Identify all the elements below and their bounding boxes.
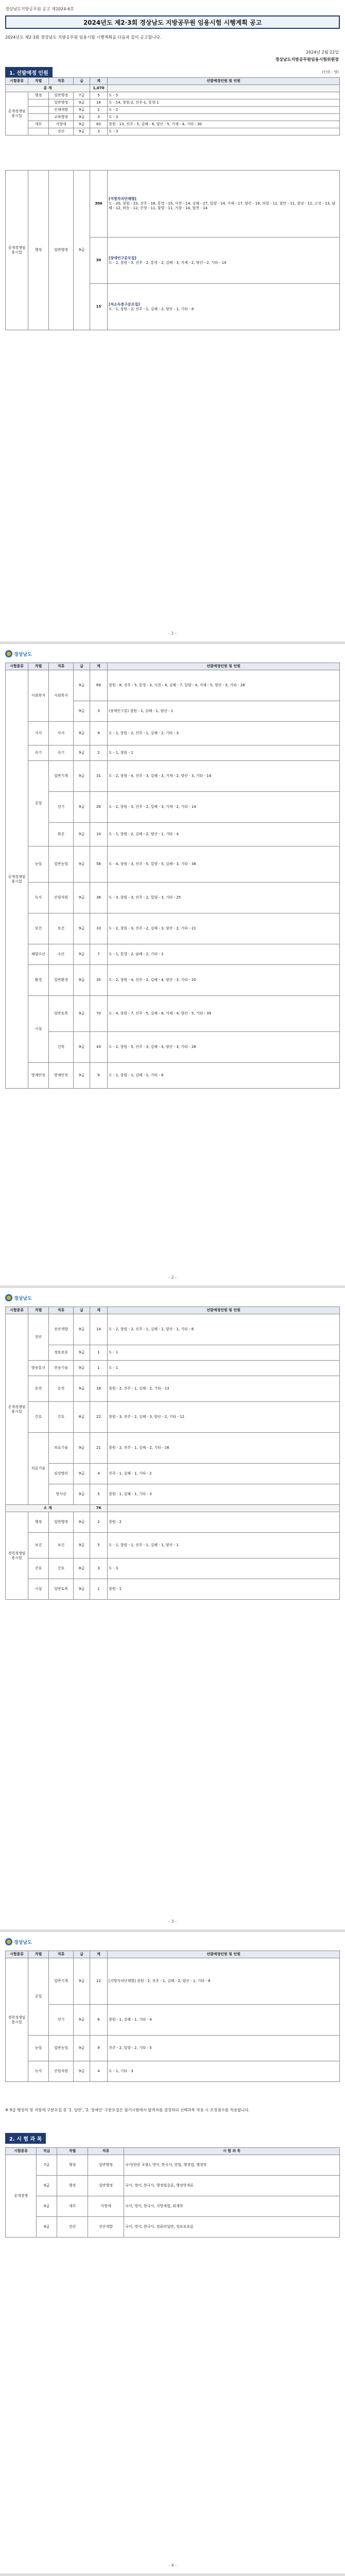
subject-class: 일반행정 — [88, 2176, 124, 2196]
row-detail: 도 - 4, 창원 - 3, 진주 - 5, 밀양 - 5, 김해 - 3, 기타 - 38 — [108, 846, 340, 883]
subject-grade: 9급 — [37, 2196, 57, 2217]
detail-text: 도 - 2, 창원 - 3, 진주 - 2, 통영 - 2, 김해 - 3, 거제 - 2, 양산 - 2, 기타 - 14 — [109, 260, 227, 265]
row-series: 농업 — [28, 2036, 49, 2061]
row-series — [28, 128, 49, 135]
row-grade: 8급 — [74, 1558, 90, 1579]
row-detail — [108, 238, 340, 284]
total-label: 총 계 — [6, 85, 90, 92]
row-class: 전송기술 — [49, 1361, 74, 1376]
row-grade: 9급 — [74, 1958, 90, 2005]
subject-class: 일반행정 — [88, 2155, 124, 2176]
row-series: 환경 — [28, 965, 49, 996]
header-exam-type: 시험종류 — [6, 1307, 28, 1314]
page-number: - 2 - — [168, 1275, 177, 1280]
row-total: 4 — [90, 2061, 108, 2082]
row-total: 3 — [90, 128, 108, 135]
row-grade: 9급 — [74, 1512, 90, 1533]
row-grade: 9급 — [74, 944, 90, 965]
logo-icon — [5, 650, 12, 657]
detail-group-label: [저소득층구분모집] — [109, 302, 140, 307]
row-detail: 창원 - 1, 김해 - 1, 기타 - 4 — [108, 2005, 340, 2036]
row-class: 일반농업 — [49, 2036, 74, 2061]
logo — [5, 1294, 32, 1301]
row-grade: 9급 — [74, 1032, 90, 1063]
row-total: 3 — [90, 114, 108, 121]
total-value: 1,070 — [90, 85, 108, 92]
row-grade: 9급 — [74, 2036, 90, 2061]
row-total: 36 — [90, 883, 108, 913]
row-class: 일반행정 — [49, 92, 74, 99]
header-grade: 직급 — [37, 2148, 57, 2155]
row-total: 33 — [90, 913, 108, 944]
row-series — [28, 99, 49, 107]
logo-icon — [5, 1294, 12, 1301]
row-grade: 9급 — [74, 823, 90, 846]
recruit-table-2 — [5, 663, 340, 1089]
row-series: 간호 — [28, 1558, 49, 1579]
header-grade: 급 — [74, 1951, 90, 1958]
row-grade: 9급 — [74, 701, 90, 722]
subject-series: 행정 — [57, 2155, 88, 2176]
row-detail: 도 - 2, 창원 - 4, 진주 - 3, 김해 - 3, 거제 - 2, 양산 - 3, 기타 - 14 — [108, 761, 340, 792]
document-page-4 — [0, 1932, 345, 2573]
intro-text: 2024년도 제2·3회 경상남도 지방공무원 임용시험 시행계획을 다음과 같이 공고합니다. — [5, 35, 162, 40]
row-series: 해양수산 — [28, 944, 49, 965]
row-detail: 도 - 1, 기타 - 3 — [108, 2061, 340, 2082]
row-total: 2 — [90, 745, 108, 761]
row-total: 10 — [90, 823, 108, 846]
row-total: 1 — [90, 1579, 108, 1600]
row-class: 수산 — [49, 944, 74, 965]
subject-grade: 9급 — [37, 2176, 57, 2196]
header-exam-type: 시험종류 — [6, 78, 28, 85]
row-detail: 창원 - 3, 진주 - 2, 김해 - 3, 양산 - 2, 기타 - 12 — [108, 1402, 340, 1433]
row-detail: 도 - 2, 창원 - 4, 진주 - 2, 김해 - 4, 양산 - 3, 기타 - 20 — [108, 965, 340, 996]
row-grade: 9급 — [74, 128, 90, 135]
subject-series: 세무 — [57, 2196, 88, 2217]
subject-list: 국어, 영어, 한국사, 지방세법, 회계학 — [124, 2196, 340, 2217]
recruit-table-1b — [5, 170, 340, 330]
header-exam-type: 시험종류 — [6, 663, 28, 670]
logo — [5, 650, 32, 657]
row-grade: 9급 — [74, 171, 90, 330]
row-class: 일반기계 — [49, 761, 74, 792]
page-number: - 3 - — [168, 1919, 177, 1924]
row-total: 43 — [90, 1032, 108, 1063]
row-series: 시설 — [28, 996, 49, 1063]
row-detail: (장애인구분) 창원 - 1, 김해 - 1, 양산 - 1 — [108, 701, 340, 722]
row-detail: 진주 - 1, 김해 - 1, 기타 - 2 — [108, 1464, 340, 1484]
page-number: - 4 - — [168, 2563, 177, 2568]
row-grade: 9급 — [74, 2005, 90, 2036]
row-class: 의료기술 — [49, 1433, 74, 1464]
subject-grade: 9급 — [37, 2217, 57, 2238]
row-detail: 도 - 5 — [108, 92, 340, 99]
row-series: 사서 — [28, 722, 49, 745]
header-series: 직렬 — [57, 2148, 88, 2155]
row-detail: 도 - 1 — [108, 1361, 340, 1376]
row-total: 26 — [90, 792, 108, 823]
announce-date: 2024년 2월 22일 — [306, 50, 339, 55]
row-detail: 도 - 1, 창원 - 1, 진주 - 1, 김해 - 1, 양산 - 1 — [108, 1533, 340, 1558]
logo-text: 경상남도 — [14, 1940, 32, 1945]
detail-group-label: [지방자치단체별] — [109, 197, 136, 201]
subject-list: 국어(한문 포함), 영어, 한국사, 헌법, 행정법, 행정학 — [124, 2155, 340, 2176]
row-class: 사회복지 — [49, 670, 74, 722]
detail-text: 도 - 1, 창원 - 2, 진주 - 1, 김해 - 2, 양산 - 1, 기타 - 8 — [109, 307, 194, 311]
header-class: 직류 — [49, 663, 74, 670]
row-series: 운전 — [28, 1376, 49, 1402]
row-class: 일반행정 — [49, 171, 74, 330]
announce-number: 경상남도지방공무원 공고 제2024-6호 — [5, 7, 74, 11]
row-total: 70 — [90, 996, 108, 1032]
issuer: 경상남도지방공무원임용시험위원장 — [275, 57, 339, 62]
row-class: 일반기계 — [49, 1958, 74, 2005]
row-total: 18 — [90, 1376, 108, 1402]
row-class: 전산 — [49, 128, 74, 135]
recruit-table-3 — [5, 1307, 340, 1600]
header-class: 직류 — [49, 1951, 74, 1958]
row-detail — [108, 284, 340, 330]
exam-type-open: 공개경쟁임용시험 — [6, 92, 28, 135]
header-series: 직렬 — [28, 1951, 49, 1958]
row-total: 5 — [90, 1484, 108, 1505]
header-series: 직렬 — [28, 663, 49, 670]
row-series: 전산 — [28, 1314, 49, 1361]
row-grade: 9급 — [74, 913, 90, 944]
row-series: 공업 — [28, 1958, 49, 2036]
row-class: 지방세 — [49, 121, 74, 128]
row-detail: 도 - 3, 창원 - 3, 진주 - 2, 밀양 - 3, 기타 - 25 — [108, 883, 340, 913]
row-grade: 9급 — [74, 1063, 90, 1089]
header-exam-type: 시험종류 — [6, 2148, 37, 2155]
recruit-note: ※ 9급 행정직 및 지방세 구분모집 중 '1. 일반', '2. 장애인' 구분모집은 필기시험에서 합격자를 결정하되 선택과목 적용 시 조정점수를 적용합니다. — [5, 2108, 250, 2112]
row-class: 보건 — [49, 1533, 74, 1558]
subject-list: 국어, 영어, 한국사, 컴퓨터일반, 정보보호론 — [124, 2217, 340, 2238]
detail-text: 도 - 20, 창원 - 23, 진주 - 16, 통영 - 15, 사천 - 14, 김해 - 27, 밀양 - 14, 거제 - 17, 양산 - 19, 의령 - 11, 함안 - 11, 창녕 - 12, 고성 - 13, 남해 - 12, 하동 - 12, 산청 - 11, 함양 - 11, 거창 - 14, 합천 - 14 — [109, 201, 336, 210]
row-total: 9 — [90, 722, 108, 745]
row-total: 2 — [90, 107, 108, 114]
row-grade: 9급 — [74, 99, 90, 107]
subject-list: 국어, 영어, 한국사, 행정법총론, 행정학개론 — [124, 2176, 340, 2196]
row-detail: 도 - 3 — [108, 128, 340, 135]
row-grade: 9급 — [74, 745, 90, 761]
section-heading-1 — [5, 67, 53, 78]
recruit-table-1 — [5, 77, 340, 135]
logo-text: 경상남도 — [14, 652, 32, 657]
row-class: 건축 — [49, 1032, 74, 1063]
row-class: 임상병리 — [49, 1464, 74, 1484]
row-class: 사서 — [49, 722, 74, 745]
row-total: 3 — [90, 1558, 108, 1579]
row-class: 산림자원 — [49, 2061, 74, 2082]
row-total: 9 — [90, 2036, 108, 2061]
row-series: 보건 — [28, 1533, 49, 1558]
header-detail: 선발예정인원 및 인원 — [108, 78, 340, 85]
detail-group-label: [장애인구분모집] — [109, 256, 136, 260]
header-total: 계 — [90, 78, 108, 85]
row-class: 일반토목 — [49, 996, 74, 1032]
row-grade: 9급 — [74, 121, 90, 128]
row-detail: 도 - 2 — [108, 107, 340, 114]
row-grade: 9급 — [74, 1533, 90, 1558]
row-detail: 창원 - 1 — [108, 1579, 340, 1600]
row-series: 녹지 — [28, 2061, 49, 2082]
document-title: 2024년도 제2·3회 경상남도 지방공무원 임용시험 시행계획 공고 — [5, 15, 340, 29]
row-series: 세무 — [28, 121, 49, 128]
row-detail: 도 - 3 — [108, 1558, 340, 1579]
row-class: 산림자원 — [49, 883, 74, 913]
row-grade: 9급 — [74, 1464, 90, 1484]
document-page-2 — [0, 644, 345, 1285]
exam-type-career: 경력경쟁임용시험 — [6, 1958, 28, 2082]
row-total: 5 — [90, 1533, 108, 1558]
row-detail: 창원 - 2 — [108, 1512, 340, 1533]
header-series: 직렬 — [28, 1307, 49, 1314]
row-total: 14 — [90, 1314, 108, 1345]
row-detail: 창원 - 1, 김해 - 1, 기타 - 3 — [108, 1484, 340, 1505]
row-total: 9 — [90, 1063, 108, 1089]
header-detail: 선발예정인원 및 인원 — [108, 663, 340, 670]
row-series: 속기 — [28, 745, 49, 761]
row-grade: 9급 — [74, 722, 90, 745]
row-detail: [지방자치단체별] 창원 - 2, 진주 - 1, 김해 - 2, 양산 - 1, 기타 - 6 — [108, 1958, 340, 2005]
logo-icon — [5, 1938, 12, 1945]
row-class: 일반토목 — [49, 1579, 74, 1600]
row-class: 간호 — [49, 1402, 74, 1433]
row-class: 인재개발 — [49, 107, 74, 114]
row-detail: 도 - 1 — [108, 1345, 340, 1361]
exam-type-career: 경력경쟁임용시험 — [6, 1512, 28, 1600]
section-1-label: 1. 선발예정 인원 — [5, 67, 53, 78]
header-series: 직렬 — [28, 78, 49, 85]
header-subjects: 시 험 과 목 — [124, 2148, 340, 2155]
subjects-table-1 — [5, 2147, 340, 2238]
page-number: - 1 - — [168, 631, 177, 636]
subtotal-label: 소 계 — [6, 1505, 90, 1512]
row-grade: 9급 — [74, 996, 90, 1032]
row-class: 교육행정 — [49, 114, 74, 121]
header-class: 직류 — [49, 78, 74, 85]
header-grade: 급 — [74, 663, 90, 670]
header-class: 직류 — [88, 2148, 124, 2155]
row-class: 운전 — [49, 1376, 74, 1402]
row-detail: 도 - 1, 창원 - 2, 진주 - 1, 김해 - 2, 기타 - 3 — [108, 722, 340, 745]
exam-type-open: 공개경쟁임용시험 — [6, 670, 28, 1089]
row-class: 방사선 — [49, 1484, 74, 1505]
subject-series: 전산 — [57, 2217, 88, 2238]
row-total: 58 — [90, 846, 108, 883]
row-series: 방재안전 — [28, 1063, 49, 1089]
row-detail: 도 - 3 — [108, 114, 340, 121]
row-class: 전기 — [49, 792, 74, 823]
row-series: 간호 — [28, 1402, 49, 1433]
row-detail: 창원 - 2, 진주 - 1, 김해 - 2, 기타 - 16 — [108, 1433, 340, 1464]
subtotal-detail — [108, 1505, 340, 1512]
row-total: 12 — [90, 1958, 108, 2005]
logo-text: 경상남도 — [14, 1296, 32, 1301]
row-grade: 9급 — [74, 792, 90, 823]
row-detail: 도 - 2, 창원 - 2, 진주 - 1, 김해 - 2, 양산 - 1, 기타 - 6 — [108, 1314, 340, 1345]
header-detail: 선발예정인원 및 인원 — [108, 1951, 340, 1958]
row-detail: 도 - 1, 창원 - 2, 김해 - 2, 양산 - 1, 기타 - 4 — [108, 823, 340, 846]
row-series — [28, 107, 49, 114]
header-exam-type: 시험종류 — [6, 1951, 28, 1958]
row-total: 2 — [90, 1512, 108, 1533]
section-heading-2 — [5, 2133, 46, 2144]
row-class: 전산개발 — [49, 1314, 74, 1345]
row-total: 63 — [90, 121, 108, 128]
row-detail: 도 - 2, 창원 - 3, 진주 - 2, 김해 - 3, 거제 - 2, 기타 - 14 — [108, 792, 340, 823]
header-class: 직류 — [49, 1307, 74, 1314]
row-detail: 창원 - 8, 진주 - 5, 통영 - 3, 사천 - 4, 김해 - 7, 밀양 - 4, 거제 - 5, 양산 - 5, 기타 - 28 — [108, 670, 340, 701]
row-grade: 9급 — [74, 761, 90, 792]
row-grade: 9급 — [74, 1484, 90, 1505]
row-series: 시설 — [28, 1579, 49, 1600]
row-class: 방재안전 — [49, 1063, 74, 1089]
row-grade: 9급 — [74, 114, 90, 121]
row-class: 보건 — [49, 913, 74, 944]
row-grade: 9급 — [74, 1433, 90, 1464]
subject-class: 지방세 — [88, 2196, 124, 2217]
row-class: 일반농업 — [49, 846, 74, 883]
row-series: 보건 — [28, 913, 49, 944]
row-grade: 9급 — [74, 2061, 90, 2082]
row-class: 속기 — [49, 745, 74, 761]
row-class: 일반행정 — [49, 1512, 74, 1533]
row-total: 35 — [90, 965, 108, 996]
row-total: 69 — [90, 670, 108, 701]
row-total: 31 — [90, 761, 108, 792]
row-total: 306 — [90, 171, 108, 238]
row-grade: 9급 — [74, 1345, 90, 1361]
row-detail: 도 - 1, 창원 - 1 — [108, 745, 340, 761]
total-detail — [108, 85, 340, 92]
row-detail: 도 - 4, 창원 - 7, 진주 - 5, 김해 - 6, 거제 - 4, 양산 - 5, 기타 - 39 — [108, 996, 340, 1032]
row-total: 22 — [90, 1402, 108, 1433]
row-series — [28, 114, 49, 121]
document-page-1 — [0, 0, 345, 641]
row-grade: 9급 — [74, 1376, 90, 1402]
row-grade: 9급 — [74, 846, 90, 883]
row-grade: 9급 — [74, 883, 90, 913]
row-series: 사회복지 — [28, 670, 49, 722]
row-detail — [108, 171, 340, 238]
exam-type-open: 공개경쟁임용시험 — [6, 171, 28, 330]
header-total: 계 — [90, 1307, 108, 1314]
series-admin: 행정 — [28, 171, 49, 330]
row-series: 방송통신 — [28, 1361, 49, 1376]
row-detail: 진주 - 2, 밀양 - 2, 기타 - 5 — [108, 2036, 340, 2061]
row-grade: 9급 — [74, 107, 90, 114]
row-detail: 도 - 1, 통영 - 2, 남해 - 2, 기타 - 2 — [108, 944, 340, 965]
row-detail: 도 - 2, 창원 - 3, 진주 - 2, 김해 - 3, 양산 - 2, 기타 - 21 — [108, 913, 340, 944]
row-series: 의료기술 — [28, 1433, 49, 1505]
row-total: 21 — [90, 1433, 108, 1464]
section-2-label: 2. 시 험 과 목 — [5, 2133, 46, 2144]
header-total: 계 — [90, 1951, 108, 1958]
row-grade: 9급 — [74, 670, 90, 701]
row-series: 행정 — [28, 92, 49, 99]
document-page-3 — [0, 1288, 345, 1929]
row-grade: 9급 — [74, 1361, 90, 1376]
row-class: 전기 — [49, 2005, 74, 2036]
row-series: 공업 — [28, 761, 49, 846]
row-class: 정보보호 — [49, 1345, 74, 1361]
row-total: 6 — [90, 2005, 108, 2036]
subtotal-value: 76 — [90, 1505, 108, 1512]
row-total: 18 — [90, 99, 108, 107]
row-total: 5 — [90, 92, 108, 99]
row-grade: 9급 — [74, 1579, 90, 1600]
row-total: 30 — [90, 238, 108, 284]
row-total: 4 — [90, 1464, 108, 1484]
header-detail: 선발예정인원 및 인원 — [108, 1307, 340, 1314]
unit-label: (단위 : 명) — [322, 70, 339, 74]
header-total: 계 — [90, 663, 108, 670]
row-total: 15 — [90, 284, 108, 330]
row-series: 녹지 — [28, 883, 49, 913]
row-total: 1 — [90, 1345, 108, 1361]
row-grade: 9급 — [74, 965, 90, 996]
row-detail: 도 - 2, 창원 - 5, 진주 - 3, 김해 - 4, 양산 - 3, 기타 - 26 — [108, 1032, 340, 1063]
row-detail: 도 - 1, 창원 - 1, 김해 - 1, 기타 - 6 — [108, 1063, 340, 1089]
subject-exam-type: 공개경쟁 — [6, 2155, 37, 2238]
row-total: 7 — [90, 944, 108, 965]
row-class: 일반행정 — [49, 99, 74, 107]
row-detail: 도 - 14, 창원-2, 진주-1, 통영-1 — [108, 99, 340, 107]
row-series: 행정 — [28, 1512, 49, 1533]
row-grade: 8급 — [74, 1402, 90, 1433]
row-class: 간호 — [49, 1558, 74, 1579]
row-total: 1 — [90, 1361, 108, 1376]
exam-type-open: 공개경쟁임용시험 — [6, 1314, 28, 1505]
row-series: 농업 — [28, 846, 49, 883]
row-detail: 창원 - 13, 진주 - 5, 김해 - 6, 양산 - 5, 거제 - 4, 기타 - 30 — [108, 121, 340, 128]
header-grade: 급 — [74, 1307, 90, 1314]
row-grade: 9급 — [74, 1314, 90, 1345]
row-detail: 창원 - 2, 진주 - 1, 김해 - 2, 기타 - 13 — [108, 1376, 340, 1402]
logo — [5, 1938, 32, 1945]
recruit-table-4 — [5, 1951, 340, 2082]
subject-class: 전산개발 — [88, 2217, 124, 2238]
header-grade: 급 — [74, 78, 90, 85]
row-class: 화공 — [49, 823, 74, 846]
row-total: 3 — [90, 701, 108, 722]
subject-grade: 7급 — [37, 2155, 57, 2176]
row-class: 일반환경 — [49, 965, 74, 996]
row-grade: 7급 — [74, 92, 90, 99]
subject-series: 행정 — [57, 2176, 88, 2196]
